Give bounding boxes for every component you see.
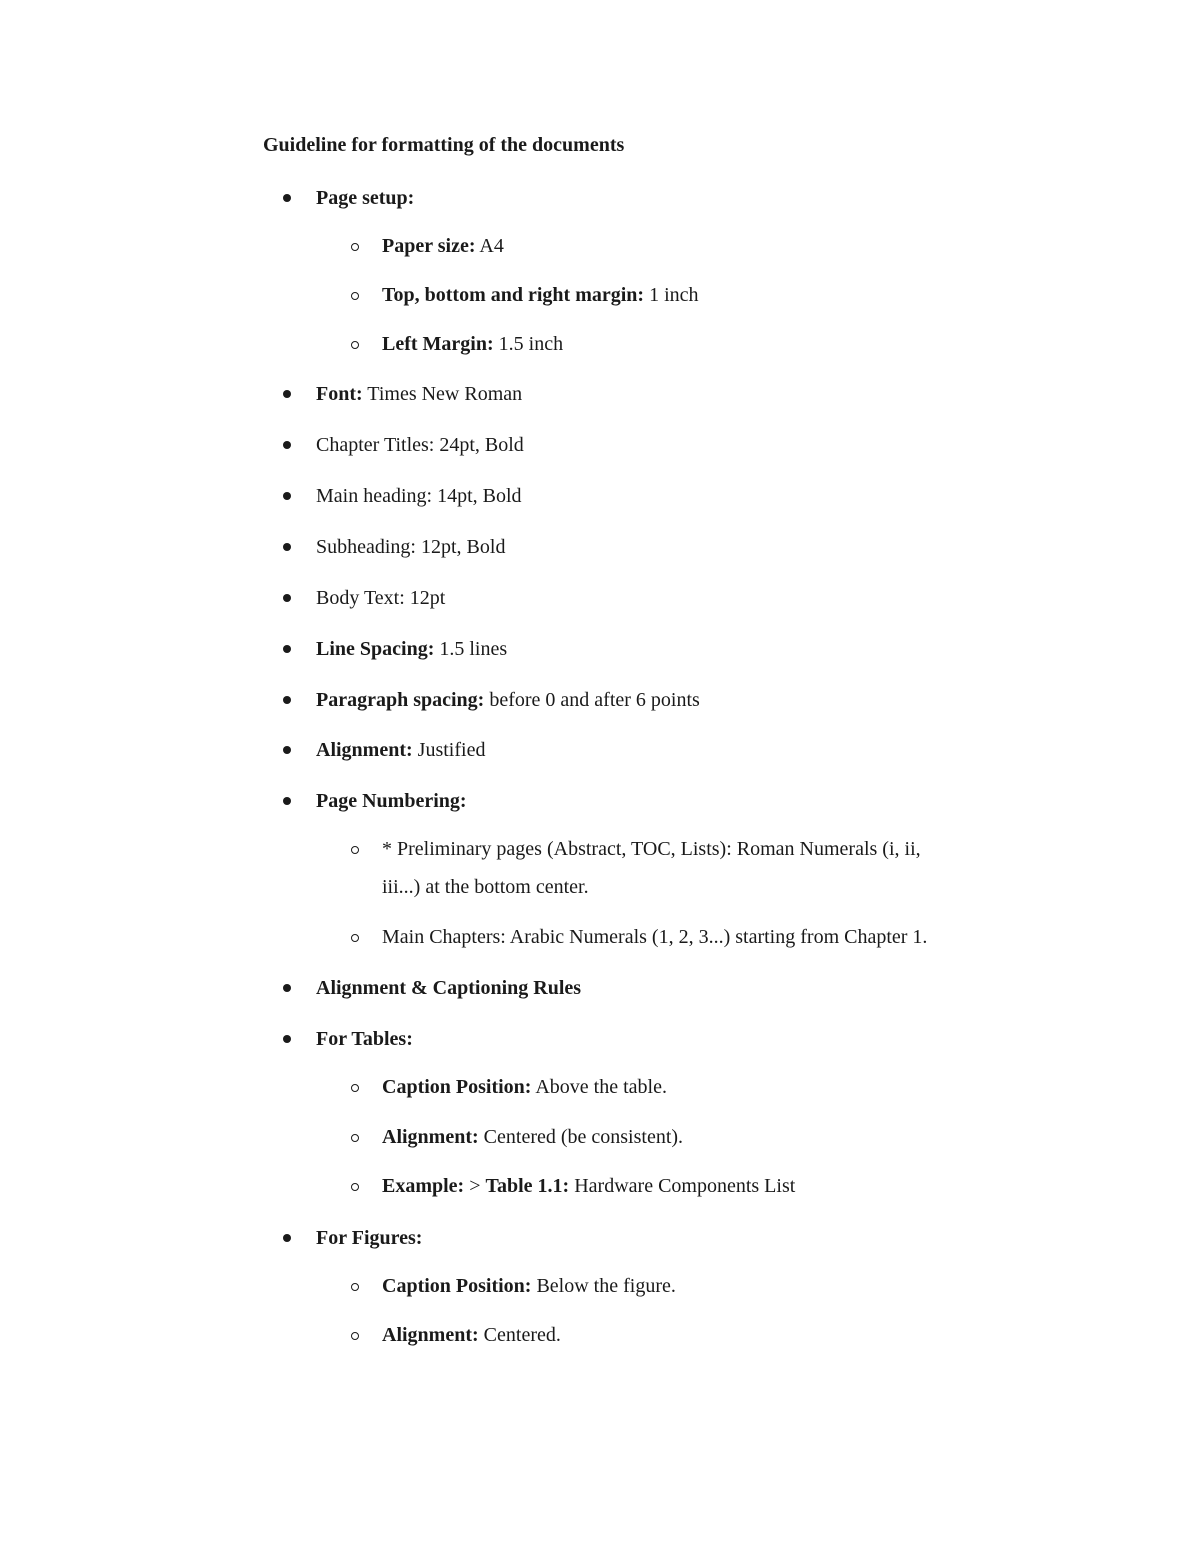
item-text: Justified (412, 739, 486, 761)
bullet-icon (283, 696, 291, 704)
item-label: For Figures: (316, 1227, 423, 1249)
circle-bullet-icon (351, 1283, 359, 1291)
bullet-icon (283, 797, 291, 805)
bullet-icon (283, 746, 291, 754)
list-item (316, 637, 507, 661)
item-text: Subheading: 12pt, Bold (316, 536, 506, 558)
circle-bullet-icon (351, 1183, 359, 1191)
item-text: > (464, 1175, 486, 1197)
bullet-icon (283, 645, 291, 653)
item-label: Font: (316, 383, 363, 405)
list-item (382, 1174, 795, 1198)
list-item (382, 925, 927, 949)
item-label: Alignment: (316, 739, 413, 761)
list-item (382, 837, 921, 861)
item-text: Times New Roman (362, 383, 523, 405)
list-item (316, 484, 522, 508)
item-label: Alignment & Captioning Rules (316, 977, 582, 999)
list-item (316, 186, 414, 210)
item-label: Table 1.1: (485, 1175, 570, 1197)
item-label: Left Margin: (382, 333, 494, 355)
bullet-icon (283, 390, 291, 398)
item-label: For Tables: (316, 1028, 413, 1050)
item-text: A4 (475, 235, 504, 257)
list-item (316, 688, 700, 712)
item-label: Caption Position: (382, 1275, 532, 1297)
bullet-icon (283, 1234, 291, 1242)
item-text: before 0 and after 6 points (484, 689, 700, 711)
list-item (382, 1125, 683, 1149)
item-text: Chapter Titles: 24pt, Bold (316, 434, 524, 456)
circle-bullet-icon (351, 1084, 359, 1092)
bullet-icon (283, 194, 291, 202)
item-text: iii...) at the bottom center. (382, 876, 589, 898)
item-label: Top, bottom and right margin: (382, 284, 645, 306)
list-item (316, 789, 467, 813)
item-text: 1 inch (644, 284, 699, 306)
list-item (382, 332, 563, 356)
list-item (382, 234, 504, 258)
circle-bullet-icon (351, 934, 359, 942)
item-label: Page Numbering: (316, 790, 467, 812)
item-text: 1.5 inch (493, 333, 564, 355)
item-text: * Preliminary pages (Abstract, TOC, Lists): Roman Numerals (i, ii, (382, 838, 921, 860)
item-text: Above the table. (531, 1076, 667, 1098)
bullet-icon (283, 543, 291, 551)
list-item (316, 382, 522, 406)
item-label: Paper size: (382, 235, 476, 257)
list-item (382, 1075, 667, 1099)
item-text: Centered. (478, 1324, 561, 1346)
item-text: Below the figure. (531, 1275, 676, 1297)
list-item (316, 1226, 422, 1250)
list-item (316, 535, 505, 559)
circle-bullet-icon (351, 292, 359, 300)
item-text: 1.5 lines (434, 638, 508, 660)
item-text: Centered (be consistent). (478, 1126, 684, 1148)
list-item (316, 1027, 413, 1051)
bullet-icon (283, 441, 291, 449)
bullet-icon (283, 984, 291, 992)
list-item (382, 1274, 676, 1298)
document-title: Guideline for formatting of the documents (263, 134, 625, 156)
bullet-icon (283, 594, 291, 602)
item-label: Alignment: (382, 1324, 479, 1346)
item-text: Hardware Components List (569, 1175, 796, 1197)
circle-bullet-icon (351, 846, 359, 854)
list-item (382, 1323, 561, 1347)
item-label: Example: (382, 1175, 465, 1197)
list-item-continuation (382, 875, 589, 899)
bullet-icon (283, 492, 291, 500)
circle-bullet-icon (351, 1332, 359, 1340)
list-item (316, 738, 485, 762)
circle-bullet-icon (351, 1134, 359, 1142)
bullet-icon (283, 1035, 291, 1043)
circle-bullet-icon (351, 341, 359, 349)
item-label: Alignment: (382, 1126, 479, 1148)
list-item (382, 283, 699, 307)
list-item (316, 433, 524, 457)
item-text: Main Chapters: Arabic Numerals (1, 2, 3...) starting from Chapter 1. (382, 926, 928, 948)
item-text: Body Text: 12pt (316, 587, 446, 609)
item-label: Caption Position: (382, 1076, 532, 1098)
list-item (316, 586, 445, 610)
list-item (316, 976, 581, 1000)
circle-bullet-icon (351, 243, 359, 251)
item-label: Line Spacing: (316, 638, 435, 660)
item-text: Main heading: 14pt, Bold (316, 485, 522, 507)
item-label: Page setup: (316, 187, 415, 209)
item-label: Paragraph spacing: (316, 689, 485, 711)
